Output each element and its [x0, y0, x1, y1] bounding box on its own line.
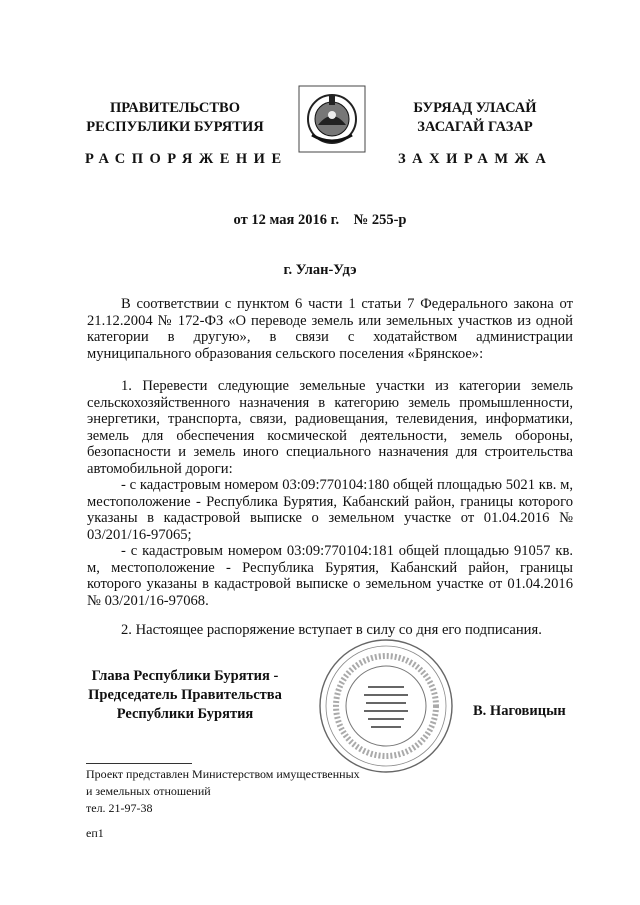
intro-paragraph-block: [87, 296, 573, 362]
document-city: г. Улан-Удэ: [283, 262, 357, 278]
signatory-title-line3: Республики Бурятия: [116, 706, 254, 722]
signatory-title-line1: Глава Республики Бурятия -: [91, 668, 279, 684]
item2-paragraph: 2. Настоящее распоряжение вступает в силу со дня его подписания.: [121, 622, 542, 638]
header-right: [385, 99, 565, 137]
official-stamp-seal: [316, 636, 456, 776]
intro-paragraph: В соответствии с пунктом 6 части 1 статьи 7 Федерального закона от 21.12.2004 № 172-ФЗ «О переводе земель или земельных участков из одной категории в другую», в связи с ходатайством администрации муниципального образования сельского поселения «Брянское»:: [87, 296, 573, 362]
signatory-title: [80, 667, 290, 724]
document-kind-bua: ЗАХИРАМЖА: [398, 151, 553, 167]
footer-phone: тел. 21-97-38: [86, 801, 153, 815]
header-right-line2: ЗАСАГАЙ ГАЗАР: [417, 119, 533, 135]
item1-parcel-b: - с кадастровым номером 03:09:770104:181 общей площадью 91057 кв. м, местоположение - Республика Бурятия, Кабанский район, границы которого указаны в кадастровой выписке о земельном участке от 01.04.2016 № 03/201/16-97068.: [87, 543, 573, 609]
document-kind-ru: РАСПОРЯЖЕНИЕ: [85, 151, 288, 167]
coat-of-arms-emblem: [298, 85, 366, 153]
footer-line2: и земельных отношений: [86, 784, 211, 798]
header-left-line1: ПРАВИТЕЛЬСТВО: [110, 100, 240, 116]
header-left-line2: РЕСПУБЛИКИ БУРЯТИЯ: [86, 119, 264, 135]
footer-note: [86, 766, 360, 817]
header-left: [80, 99, 270, 137]
footer-line1: Проект представлен Министерством имущественных: [86, 767, 360, 781]
item1-block: [87, 378, 573, 609]
item1-paragraph: 1. Перевести следующие земельные участки из категории земель сельскохозяйственного назначения в категорию земель промышленности, энергетики, транспорта, связи, радиовещания, телевидения, информатики, земель для обеспечения космической деятельности, земель обороны, безопасности и земель иного специального назначения для строительства автомобильной дороги:: [87, 378, 573, 477]
document-marker: еп1: [86, 826, 104, 840]
signatory-name: В. Наговицын: [473, 703, 566, 719]
footer-divider: [86, 763, 192, 764]
header-right-line1: БУРЯАД УЛАСАЙ: [413, 100, 537, 116]
document-date-number: от 12 мая 2016 г. № 255-р: [233, 212, 407, 228]
signatory-title-line2: Председатель Правительства: [88, 687, 282, 703]
item1-parcel-a: - с кадастровым номером 03:09:770104:180 общей площадью 5021 кв. м, местоположение - Республика Бурятия, Кабанский район, границы которого указаны в кадастровой выписке о земельном участке от 01.04.2016 № 03/201/16-97065;: [87, 477, 573, 543]
